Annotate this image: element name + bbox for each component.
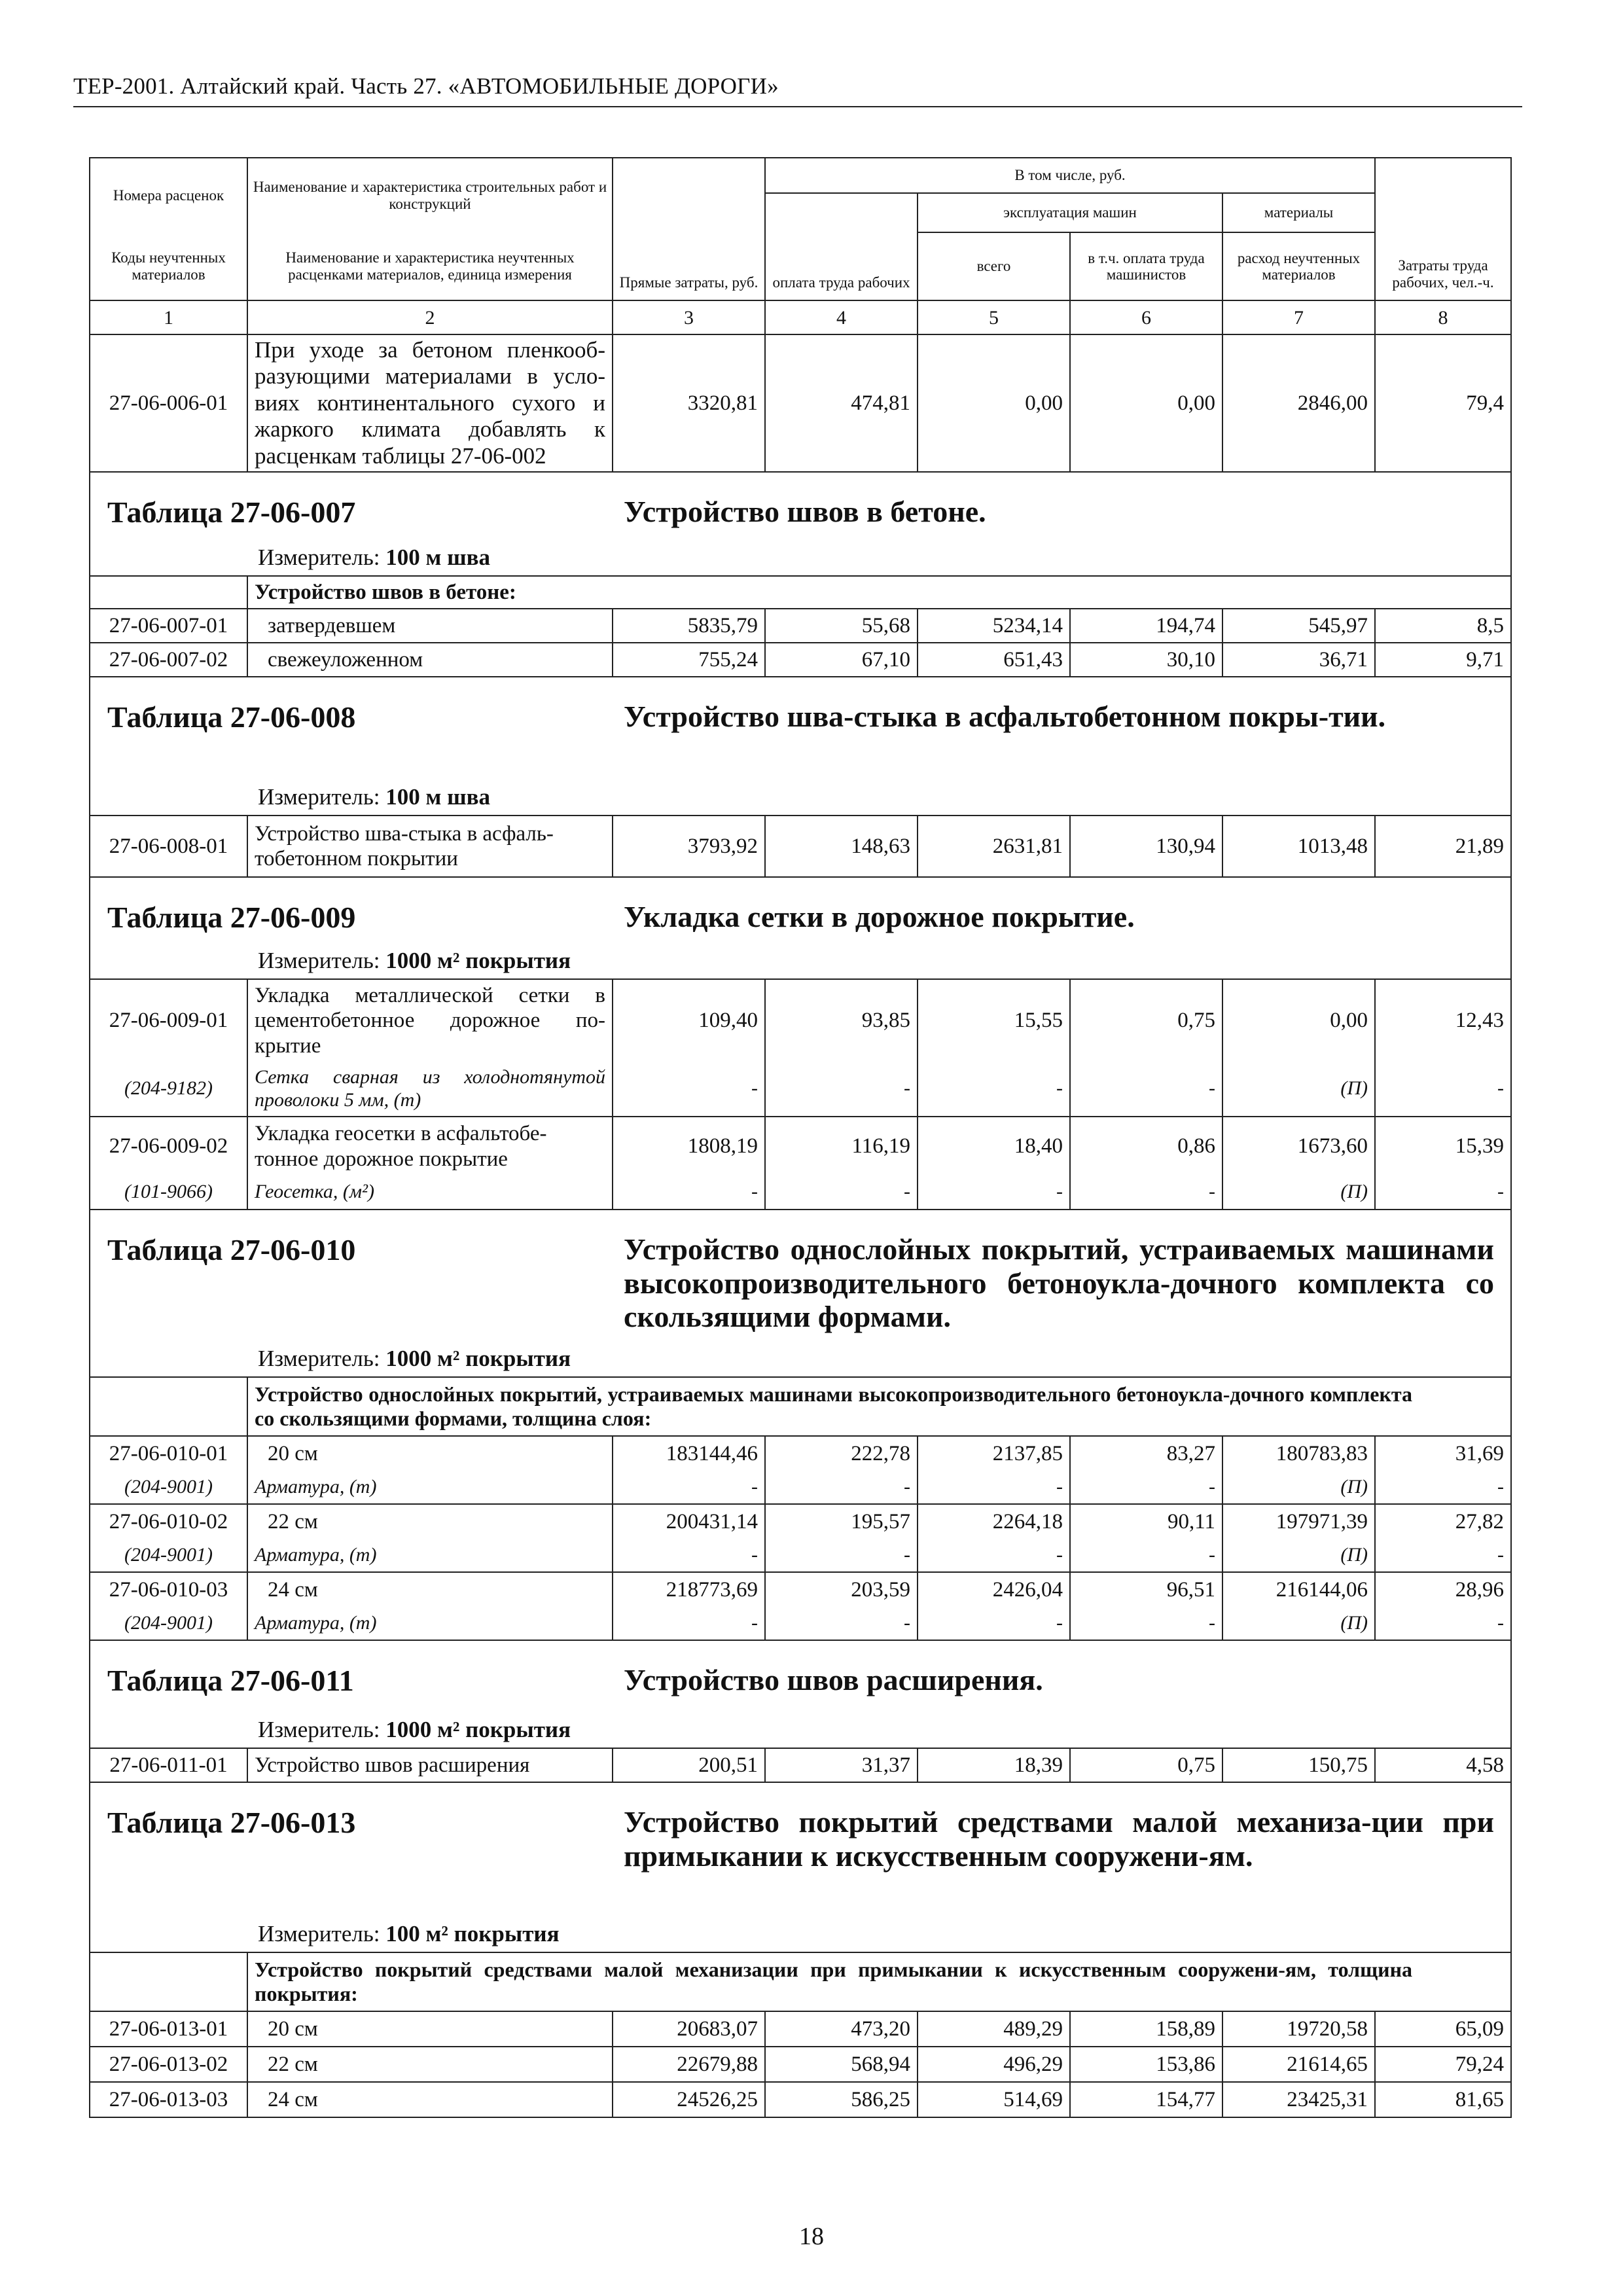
row-labor-pay: 55,68 xyxy=(765,609,918,643)
col-header-labor-pay: оплата труда рабочих xyxy=(765,193,918,300)
row-labor-cost: 79,4 xyxy=(1375,334,1511,472)
material-value: - xyxy=(613,1062,765,1117)
col-header-name-materials: Наименование и характеристика неучтенных расценками материалов, единица измерения xyxy=(247,232,613,300)
material-value: (П) xyxy=(1222,1607,1375,1640)
row-labor-pay: 586,25 xyxy=(765,2082,918,2117)
col-header-machines: эксплуатация машин xyxy=(918,193,1222,232)
row-materials: 180783,83 xyxy=(1222,1436,1375,1471)
row-code: 27-06-007-01 xyxy=(90,609,247,643)
col-num: 7 xyxy=(1222,300,1375,334)
row-labor-cost: 81,65 xyxy=(1375,2082,1511,2117)
section-code: Таблица 27-06-013 xyxy=(107,1806,356,1839)
row-labor-pay: 474,81 xyxy=(765,334,918,472)
row-direct: 5835,79 xyxy=(613,609,765,643)
section-unit: Измеритель: 100 м² покрытия xyxy=(258,1921,560,1947)
row-labor-pay: 116,19 xyxy=(765,1117,918,1175)
row-machinist-pay: 83,27 xyxy=(1070,1436,1222,1471)
material-value: - xyxy=(1070,1175,1222,1210)
section-code: Таблица 27-06-008 xyxy=(107,700,356,734)
row-labor-cost: 31,69 xyxy=(1375,1436,1511,1471)
row-machinist-pay: 158,89 xyxy=(1070,2011,1222,2047)
material-name: Арматура, (т) xyxy=(247,1539,613,1572)
table-row xyxy=(90,1748,1511,1782)
material-value: (П) xyxy=(1222,1175,1375,1210)
col-header-materials: материалы xyxy=(1222,193,1375,232)
row-machines-total: 489,29 xyxy=(918,2011,1070,2047)
table-row xyxy=(90,2011,1511,2047)
material-code: (101-9066) xyxy=(90,1175,247,1210)
col-header-codes-materials: Коды неучтенных материалов xyxy=(90,232,247,300)
row-labor-cost: 9,71 xyxy=(1375,643,1511,677)
material-value: - xyxy=(1070,1471,1222,1504)
row-machinist-pay: 96,51 xyxy=(1070,1572,1222,1607)
row-materials: 1013,48 xyxy=(1222,816,1375,877)
material-row xyxy=(90,1539,1511,1572)
table-row xyxy=(90,2082,1511,2117)
row-machines-total: 514,69 xyxy=(918,2082,1070,2117)
material-value: - xyxy=(918,1607,1070,1640)
row-direct: 22679,88 xyxy=(613,2047,765,2082)
row-machines-total: 0,00 xyxy=(918,334,1070,472)
table-row xyxy=(90,2047,1511,2082)
row-labor-cost: 27,82 xyxy=(1375,1504,1511,1539)
row-labor-pay: 568,94 xyxy=(765,2047,918,2082)
row-labor-pay: 195,57 xyxy=(765,1504,918,1539)
row-labor-cost: 79,24 xyxy=(1375,2047,1511,2082)
material-name: Арматура, (т) xyxy=(247,1607,613,1640)
material-code: (204-9001) xyxy=(90,1607,247,1640)
material-code: (204-9001) xyxy=(90,1471,247,1504)
row-machines-total: 651,43 xyxy=(918,643,1070,677)
section-code: Таблица 27-06-007 xyxy=(107,495,356,529)
col-num: 1 xyxy=(90,300,247,334)
row-labor-cost: 21,89 xyxy=(1375,816,1511,877)
material-code: (204-9182) xyxy=(90,1062,247,1117)
col-header-name: Наименование и характеристика строительных работ и конструкций xyxy=(247,158,613,232)
table-row xyxy=(90,1436,1511,1471)
row-materials: 23425,31 xyxy=(1222,2082,1375,2117)
row-code: 27-06-011-01 xyxy=(90,1748,247,1782)
row-machines-total: 18,40 xyxy=(918,1117,1070,1175)
row-labor-pay: 31,37 xyxy=(765,1748,918,1782)
row-labor-cost: 15,39 xyxy=(1375,1117,1511,1175)
row-name: свежеуложенном xyxy=(247,643,613,677)
material-code: (204-9001) xyxy=(90,1539,247,1572)
row-code: 27-06-013-03 xyxy=(90,2082,247,2117)
row-direct: 755,24 xyxy=(613,643,765,677)
row-code: 27-06-013-02 xyxy=(90,2047,247,2082)
row-machinist-pay: 0,75 xyxy=(1070,979,1222,1062)
row-code: 27-06-010-01 xyxy=(90,1436,247,1471)
material-value: - xyxy=(765,1607,918,1640)
section-header xyxy=(90,677,1511,816)
material-value: - xyxy=(918,1062,1070,1117)
section-title: Устройство однослойных покрытий, устраиваемых машинами высокопроизводительного бетоноукла-дочного комплекта со скользящими формами. xyxy=(624,1232,1494,1334)
row-machines-total: 15,55 xyxy=(918,979,1070,1062)
page-header: ТЕР-2001. Алтайский край. Часть 27. «АВТОМОБИЛЬНЫЕ ДОРОГИ» xyxy=(73,73,779,99)
row-machines-total: 5234,14 xyxy=(918,609,1070,643)
row-materials: 150,75 xyxy=(1222,1748,1375,1782)
row-direct: 218773,69 xyxy=(613,1572,765,1607)
row-materials: 0,00 xyxy=(1222,979,1375,1062)
material-name: Сетка сварная из холоднотянутой проволоки 5 мм, (т) xyxy=(247,1062,613,1117)
material-value: - xyxy=(1070,1607,1222,1640)
col-num: 5 xyxy=(918,300,1070,334)
row-name: 24 см xyxy=(247,1572,613,1607)
col-header-incl: В том числе, руб. xyxy=(765,158,1375,193)
row-materials: 2846,00 xyxy=(1222,334,1375,472)
material-value: - xyxy=(1375,1607,1511,1640)
section-unit: Измеритель: 1000 м² покрытия xyxy=(258,1346,571,1372)
row-machines-total: 2426,04 xyxy=(918,1572,1070,1607)
section-title: Устройство швов расширения. xyxy=(624,1663,1043,1696)
row-code: 27-06-010-03 xyxy=(90,1572,247,1607)
row-labor-cost: 12,43 xyxy=(1375,979,1511,1062)
table-row xyxy=(90,643,1511,677)
section-title: Укладка сетки в дорожное покрытие. xyxy=(624,900,1135,933)
section-unit: Измеритель: 1000 м² покрытия xyxy=(258,948,571,974)
material-value: - xyxy=(1375,1539,1511,1572)
row-labor-pay: 203,59 xyxy=(765,1572,918,1607)
section-header xyxy=(90,472,1511,576)
section-header xyxy=(90,1210,1511,1377)
row-machines-total: 496,29 xyxy=(918,2047,1070,2082)
row-direct: 3793,92 xyxy=(613,816,765,877)
material-value: - xyxy=(918,1175,1070,1210)
row-machinist-pay: 90,11 xyxy=(1070,1504,1222,1539)
row-code: 27-06-009-02 xyxy=(90,1117,247,1175)
row-direct: 1808,19 xyxy=(613,1117,765,1175)
row-machinist-pay: 0,75 xyxy=(1070,1748,1222,1782)
row-machinist-pay: 194,74 xyxy=(1070,609,1222,643)
material-value: - xyxy=(613,1471,765,1504)
row-name: Устройство шва-стыка в асфаль-тобетонном покрытии xyxy=(247,816,613,877)
material-value: - xyxy=(613,1607,765,1640)
material-row xyxy=(90,1062,1511,1117)
section-unit: Измеритель: 1000 м² покрытия xyxy=(258,1717,571,1743)
row-code: 27-06-009-01 xyxy=(90,979,247,1062)
row-materials: 19720,58 xyxy=(1222,2011,1375,2047)
table-row xyxy=(90,1117,1511,1175)
col-num: 6 xyxy=(1070,300,1222,334)
row-code: 27-06-007-02 xyxy=(90,643,247,677)
col-header-labor: Затраты труда рабочих, чел.-ч. xyxy=(1375,158,1511,300)
row-direct: 200431,14 xyxy=(613,1504,765,1539)
row-name: 24 см xyxy=(247,2082,613,2117)
row-materials: 1673,60 xyxy=(1222,1117,1375,1175)
row-code: 27-06-006-01 xyxy=(90,334,247,472)
material-value: - xyxy=(1375,1471,1511,1504)
row-labor-pay: 222,78 xyxy=(765,1436,918,1471)
section-code: Таблица 27-06-010 xyxy=(107,1233,356,1266)
row-name: Укладка геосетки в асфальтобе-тонное дорожное покрытие xyxy=(247,1117,613,1175)
row-labor-cost: 8,5 xyxy=(1375,609,1511,643)
col-header-direct: Прямые затраты, руб. xyxy=(613,158,765,300)
row-name: затвердевшем xyxy=(247,609,613,643)
section-header xyxy=(90,1782,1511,1952)
material-value: - xyxy=(1375,1175,1511,1210)
header-rule xyxy=(73,106,1522,107)
material-value: - xyxy=(765,1175,918,1210)
row-materials: 21614,65 xyxy=(1222,2047,1375,2082)
row-labor-cost: 28,96 xyxy=(1375,1572,1511,1607)
row-code: 27-06-013-01 xyxy=(90,2011,247,2047)
row-machines-total: 2264,18 xyxy=(918,1504,1070,1539)
col-num: 3 xyxy=(613,300,765,334)
table-row xyxy=(90,1504,1511,1539)
section-unit: Измеритель: 100 м шва xyxy=(258,784,491,810)
material-value: - xyxy=(765,1471,918,1504)
row-direct: 3320,81 xyxy=(613,334,765,472)
row-labor-pay: 67,10 xyxy=(765,643,918,677)
row-code: 27-06-010-02 xyxy=(90,1504,247,1539)
row-labor-cost: 4,58 xyxy=(1375,1748,1511,1782)
row-labor-cost: 65,09 xyxy=(1375,2011,1511,2047)
row-code: 27-06-008-01 xyxy=(90,816,247,877)
col-num: 2 xyxy=(247,300,613,334)
table-row xyxy=(90,609,1511,643)
row-machinist-pay: 130,94 xyxy=(1070,816,1222,877)
row-machinist-pay: 154,77 xyxy=(1070,2082,1222,2117)
material-value: - xyxy=(1070,1539,1222,1572)
material-row xyxy=(90,1471,1511,1504)
table-row xyxy=(90,334,1511,472)
material-value: - xyxy=(918,1471,1070,1504)
material-row xyxy=(90,1607,1511,1640)
row-machines-total: 18,39 xyxy=(918,1748,1070,1782)
material-value: - xyxy=(765,1539,918,1572)
row-machines-total: 2631,81 xyxy=(918,816,1070,877)
row-materials: 216144,06 xyxy=(1222,1572,1375,1607)
row-name: 20 см xyxy=(247,2011,613,2047)
row-machinist-pay: 30,10 xyxy=(1070,643,1222,677)
row-labor-pay: 148,63 xyxy=(765,816,918,877)
section-title: Устройство швов в бетоне. xyxy=(624,495,986,528)
material-value: - xyxy=(613,1539,765,1572)
row-machinist-pay: 0,86 xyxy=(1070,1117,1222,1175)
table-row xyxy=(90,1572,1511,1607)
row-labor-pay: 93,85 xyxy=(765,979,918,1062)
row-machines-total: 2137,85 xyxy=(918,1436,1070,1471)
row-name: Устройство швов расширения xyxy=(247,1748,613,1782)
col-header-total: всего xyxy=(918,232,1070,300)
row-machinist-pay: 0,00 xyxy=(1070,334,1222,472)
page-number: 18 xyxy=(799,2223,824,2250)
material-value: (П) xyxy=(1222,1539,1375,1572)
material-value: - xyxy=(918,1539,1070,1572)
row-labor-pay: 473,20 xyxy=(765,2011,918,2047)
material-row xyxy=(90,1175,1511,1210)
material-name: Арматура, (т) xyxy=(247,1471,613,1504)
row-name: 22 см xyxy=(247,2047,613,2082)
section-header xyxy=(90,877,1511,979)
group-title: Устройство однослойных покрытий, устраиваемых машинами высокопроизводительного бетоноукла-дочного комплекта со скользящими формами, толщина слоя: xyxy=(247,1377,1511,1436)
section-header xyxy=(90,1640,1511,1748)
material-value: (П) xyxy=(1222,1062,1375,1117)
table-row xyxy=(90,979,1511,1062)
material-name: Геосетка, (м²) xyxy=(247,1175,613,1210)
section-code: Таблица 27-06-009 xyxy=(107,901,356,934)
row-name: Укладка металлической сетки в цементобетонное дорожное по-крытие xyxy=(247,979,613,1062)
section-title: Устройство покрытий средствами малой механиза-ции при примыкании к искусственным сооружени-ям. xyxy=(624,1805,1494,1873)
col-header-codes: Номера расценок xyxy=(90,158,247,232)
material-value: - xyxy=(1070,1062,1222,1117)
row-direct: 109,40 xyxy=(613,979,765,1062)
row-name: 20 см xyxy=(247,1436,613,1471)
row-materials: 545,97 xyxy=(1222,609,1375,643)
material-value: - xyxy=(765,1062,918,1117)
col-header-materials-unaccounted: расход неучтенных материалов xyxy=(1222,232,1375,300)
row-materials: 197971,39 xyxy=(1222,1504,1375,1539)
material-value: - xyxy=(1375,1062,1511,1117)
row-direct: 24526,25 xyxy=(613,2082,765,2117)
col-header-machinist-pay: в т.ч. оплата труда машинистов xyxy=(1070,232,1222,300)
section-unit: Измеритель: 100 м шва xyxy=(258,545,491,571)
row-materials: 36,71 xyxy=(1222,643,1375,677)
col-num: 8 xyxy=(1375,300,1511,334)
row-name: 22 см xyxy=(247,1504,613,1539)
row-machinist-pay: 153,86 xyxy=(1070,2047,1222,2082)
group-title: Устройство швов в бетоне: xyxy=(247,576,1511,609)
row-direct: 200,51 xyxy=(613,1748,765,1782)
section-code: Таблица 27-06-011 xyxy=(107,1664,354,1697)
material-value: - xyxy=(613,1175,765,1210)
row-name: При уходе за бетоном пленкооб-разующими материалами в усло-виях континентального сухого и жаркого климата добавлять к расценкам таблицы 27-06-002 xyxy=(247,334,613,472)
material-value: (П) xyxy=(1222,1471,1375,1504)
row-direct: 20683,07 xyxy=(613,2011,765,2047)
price-table xyxy=(89,157,1512,2118)
col-num: 4 xyxy=(765,300,918,334)
row-direct: 183144,46 xyxy=(613,1436,765,1471)
group-title: Устройство покрытий средствами малой механизации при примыкании к искусственным сооружени-ям, толщина покрытия: xyxy=(247,1952,1511,2011)
table-row xyxy=(90,816,1511,877)
section-title: Устройство шва-стыка в асфальтобетонном покры-тии. xyxy=(624,700,1386,733)
